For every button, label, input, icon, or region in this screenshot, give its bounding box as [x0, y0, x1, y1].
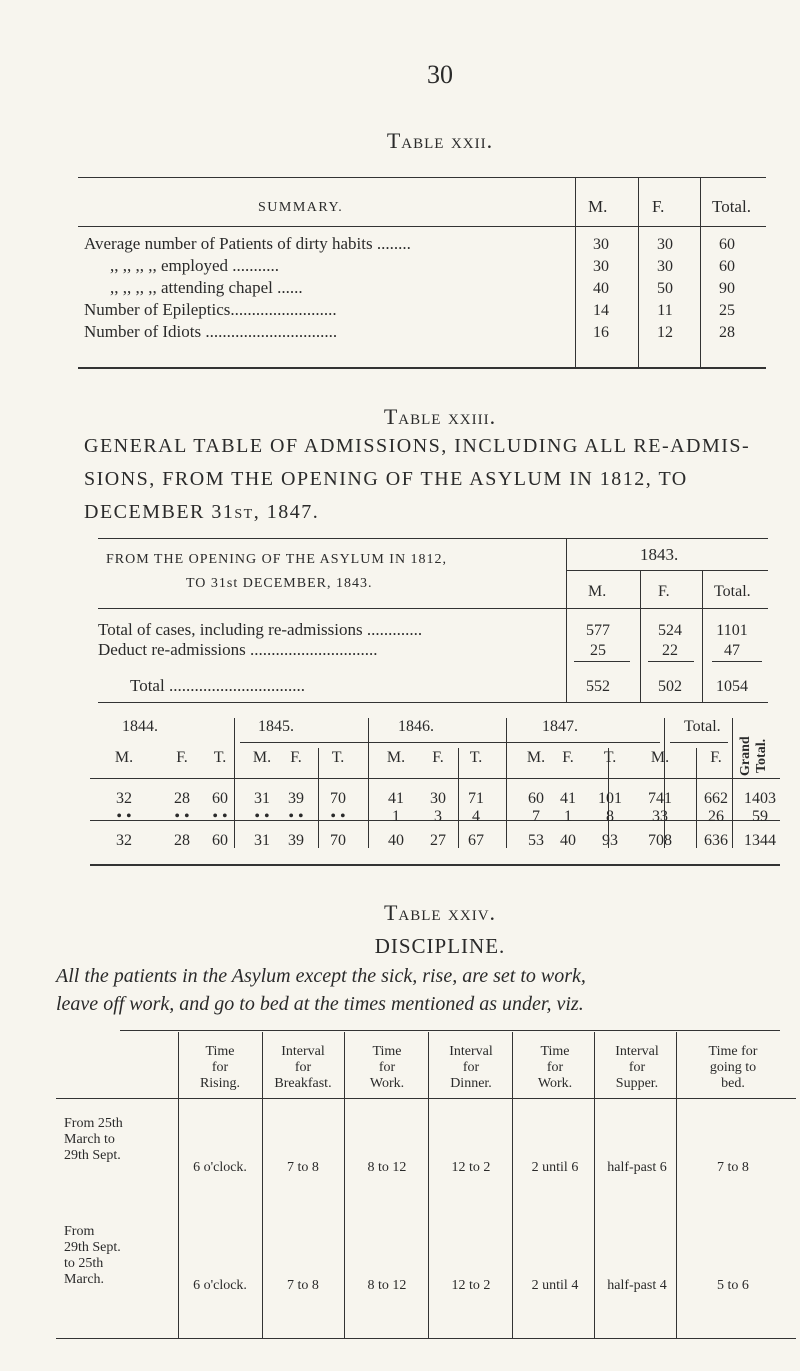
subhead-cell: M.: [526, 749, 546, 766]
t22-row-label: Number of Epileptics.........................: [84, 300, 337, 319]
t22-row-label: Number of Idiots ...............................: [84, 322, 338, 341]
t22-row-label: Average number of Patients of dirty habits ........: [84, 234, 411, 253]
data-cell: 60: [212, 832, 228, 849]
subhead-cell: T.: [469, 749, 483, 766]
t22-row-total: 28: [719, 324, 735, 341]
data-cell: • •: [288, 808, 304, 825]
data-cell: 71: [468, 790, 484, 807]
column-header-line: Time: [372, 1044, 402, 1059]
data-cell: 70: [330, 790, 346, 807]
column-header-line: for: [211, 1060, 229, 1075]
table23-title: Table xxiii.: [383, 404, 497, 429]
t23-m-header: M.: [588, 583, 607, 600]
data-cell: 60: [528, 790, 544, 807]
t22-row-m: 30: [593, 258, 609, 275]
t23-year-1846: 1846.: [398, 718, 434, 735]
t23-row-m: 577: [586, 622, 610, 639]
column-header-line: Interval: [615, 1044, 659, 1059]
data-cell: 39: [288, 832, 304, 849]
subhead-cell: M.: [386, 749, 406, 766]
data-cell: 662: [704, 790, 728, 807]
data-cell: • •: [174, 808, 190, 825]
t22-row-f: 50: [657, 280, 673, 297]
t23-row-total: 1101: [716, 622, 748, 639]
column-header-line: Interval: [281, 1044, 325, 1059]
period-line: From 25th: [64, 1116, 123, 1131]
column-header-line: for: [546, 1060, 564, 1075]
data-cell: 39: [288, 790, 304, 807]
data-cell: 30: [430, 790, 446, 807]
t22-row-m: 40: [593, 280, 609, 297]
t23-row-label: Deduct re-admissions ..............................: [98, 640, 378, 659]
data-cell: 33: [652, 808, 668, 825]
t23-year-1843: 1843.: [640, 545, 679, 564]
page-number: 30: [427, 60, 453, 89]
schedule-cell: 7 to 8: [287, 1278, 319, 1293]
t23-total-f: 502: [658, 678, 682, 695]
t22-row-total: 60: [719, 258, 735, 275]
data-cell: 636: [704, 832, 728, 849]
data-cell: 31: [254, 832, 270, 849]
data-cell: 28: [174, 832, 190, 849]
subhead-cell: F.: [710, 749, 722, 766]
schedule-cell: 6 o'clock.: [193, 1278, 247, 1293]
data-cell: 53: [528, 832, 544, 849]
data-cell: 40: [388, 832, 404, 849]
t22-total-header: Total.: [712, 197, 751, 216]
t23-total-label: Total ................................: [130, 676, 305, 695]
data-cell: 93: [602, 832, 618, 849]
schedule-cell: 12 to 2: [451, 1278, 491, 1293]
schedule-cell: 12 to 2: [451, 1160, 491, 1175]
t22-summary-header: SUMMARY.: [258, 200, 344, 215]
column-header-line: Work.: [369, 1076, 405, 1091]
t22-row-f: 11: [657, 302, 673, 319]
table24-intro-line2: leave off work, and go to bed at the times mentioned as under, viz.: [56, 993, 584, 1015]
t23-year-1844: 1844.: [122, 718, 158, 735]
t23-total-header: Total.: [714, 583, 751, 600]
table24-intro-line1: All the patients in the Asylum except the sick, rise, are set to work,: [56, 965, 586, 987]
t22-row-total: 90: [719, 280, 735, 297]
data-cell: 70: [330, 832, 346, 849]
t23-f-header: F.: [658, 583, 670, 600]
t22-row-f: 30: [657, 236, 673, 253]
schedule-cell: half-past 6: [607, 1160, 667, 1175]
column-header-line: going to: [709, 1060, 757, 1075]
t22-row-f: 30: [657, 258, 673, 275]
data-cell: 27: [430, 832, 446, 849]
t22-row-f: 12: [657, 324, 673, 341]
subhead-cell: M.: [114, 749, 134, 766]
t23-year-1845: 1845.: [258, 718, 294, 735]
schedule-cell: 6 o'clock.: [193, 1160, 247, 1175]
t24-bottom-rule: [56, 1338, 796, 1339]
column-header-line: Time: [205, 1044, 235, 1059]
t23-from-line2: TO 31st DECEMBER, 1843.: [186, 576, 373, 591]
data-cell: 101: [598, 790, 622, 807]
data-cell: 32: [116, 832, 132, 849]
subhead-cell: F.: [290, 749, 302, 766]
data-cell: 28: [174, 790, 190, 807]
t22-f-header: F.: [652, 197, 665, 216]
t24-vline: [344, 1032, 345, 1338]
period-line: to 25th: [64, 1256, 104, 1271]
table22-title: Table xxii.: [386, 128, 494, 153]
t22-row-total: 25: [719, 302, 735, 319]
data-cell: 67: [468, 832, 484, 849]
data-cell: 41: [388, 790, 404, 807]
subhead-cell: T.: [213, 749, 227, 766]
data-cell: 32: [116, 790, 132, 807]
period-line: March.: [64, 1272, 105, 1287]
data-cell: 7: [532, 808, 540, 825]
column-header-line: for: [628, 1060, 646, 1075]
subhead-cell: T.: [603, 749, 617, 766]
t22-row-label: ,, ,, ,, ,, attending chapel ......: [110, 278, 303, 297]
column-header-line: for: [294, 1060, 312, 1075]
schedule-cell: 8 to 12: [367, 1160, 407, 1175]
schedule-cell: 7 to 8: [717, 1160, 749, 1175]
subhead-cell: F.: [562, 749, 574, 766]
subhead-cell: M.: [252, 749, 272, 766]
table23-heading-line2: SIONS, FROM THE OPENING OF THE ASYLUM IN 1812, TO: [84, 468, 688, 490]
column-header-line: Rising.: [199, 1076, 241, 1091]
data-cell: 3: [434, 808, 442, 825]
column-header-line: for: [378, 1060, 396, 1075]
schedule-cell: 5 to 6: [717, 1278, 749, 1293]
period-line: 29th Sept.: [64, 1148, 121, 1163]
table24-title: Table xxiv.: [383, 900, 497, 925]
table23-heading-line3: DECEMBER 31st, 1847.: [84, 501, 320, 523]
data-cell: 1: [564, 808, 572, 825]
data-cell: 60: [212, 790, 228, 807]
subhead-cell: T.: [331, 749, 345, 766]
period-line: March to: [64, 1132, 115, 1147]
data-cell: 59: [752, 808, 768, 825]
period-line: From: [64, 1224, 95, 1239]
table24-heading: DISCIPLINE.: [374, 934, 506, 958]
data-cell: 26: [708, 808, 724, 825]
subhead-cell: F.: [432, 749, 444, 766]
t24-vline: [428, 1032, 429, 1338]
data-cell: 1: [392, 808, 400, 825]
column-header-line: Interval: [449, 1044, 493, 1059]
t24-vline: [512, 1032, 513, 1338]
t23-row-m: 25: [590, 642, 606, 659]
data-cell: 4: [472, 808, 480, 825]
data-cell: 1344: [744, 832, 776, 849]
schedule-cell: half-past 4: [607, 1278, 667, 1293]
subhead-cell: M.: [650, 749, 670, 766]
column-header-line: Dinner.: [450, 1076, 492, 1091]
t23-total-m: 552: [586, 678, 610, 695]
data-cell: 708: [648, 832, 672, 849]
column-header-line: Work.: [537, 1076, 573, 1091]
t23-year-1847: 1847.: [542, 718, 578, 735]
data-cell: 8: [606, 808, 614, 825]
data-cell: 741: [648, 790, 672, 807]
schedule-cell: 2 until 4: [531, 1278, 579, 1293]
table23-heading-line1: GENERAL TABLE OF ADMISSIONS, INCLUDING ALL RE-ADMIS-: [84, 435, 751, 457]
t22-row-m: 14: [593, 302, 609, 319]
t22-row-label: ,, ,, ,, ,, employed ...........: [110, 256, 280, 275]
t23-row-label: Total of cases, including re-admissions .............: [98, 620, 423, 639]
data-cell: 40: [560, 832, 576, 849]
schedule-cell: 8 to 12: [367, 1278, 407, 1293]
t23-row-f: 22: [662, 642, 678, 659]
column-header-line: Time: [540, 1044, 570, 1059]
t22-row-m: 16: [593, 324, 609, 341]
data-cell: • •: [212, 808, 228, 825]
data-cell: 31: [254, 790, 270, 807]
t24-vline: [178, 1032, 179, 1338]
data-cell: 41: [560, 790, 576, 807]
period-line: 29th Sept.: [64, 1240, 121, 1255]
t23-grand-total-label: Grand Total.: [738, 736, 769, 776]
t23-row-total: 47: [724, 642, 740, 659]
schedule-cell: 2 until 6: [531, 1160, 579, 1175]
t22-row-m: 30: [593, 236, 609, 253]
subhead-cell: F.: [176, 749, 188, 766]
t23-year-total: Total.: [684, 718, 721, 735]
column-header-line: bed.: [721, 1076, 745, 1091]
data-cell: • •: [330, 808, 346, 825]
data-cell: • •: [254, 808, 270, 825]
column-header-line: Breakfast.: [274, 1076, 332, 1091]
data-cell: • •: [116, 808, 132, 825]
t24-header-rule: [56, 1098, 796, 1099]
t22-m-header: M.: [588, 197, 608, 216]
t22-row-total: 60: [719, 236, 735, 253]
t23-from-line1: FROM THE OPENING OF THE ASYLUM IN 1812,: [106, 552, 448, 567]
schedule-cell: 7 to 8: [287, 1160, 319, 1175]
column-header-line: Time for: [708, 1044, 758, 1059]
data-cell: 1403: [744, 790, 776, 807]
t23-row-f: 524: [658, 622, 682, 639]
column-header-line: Supper.: [615, 1076, 659, 1091]
column-header-line: for: [462, 1060, 480, 1075]
t23-total-total: 1054: [716, 678, 748, 695]
